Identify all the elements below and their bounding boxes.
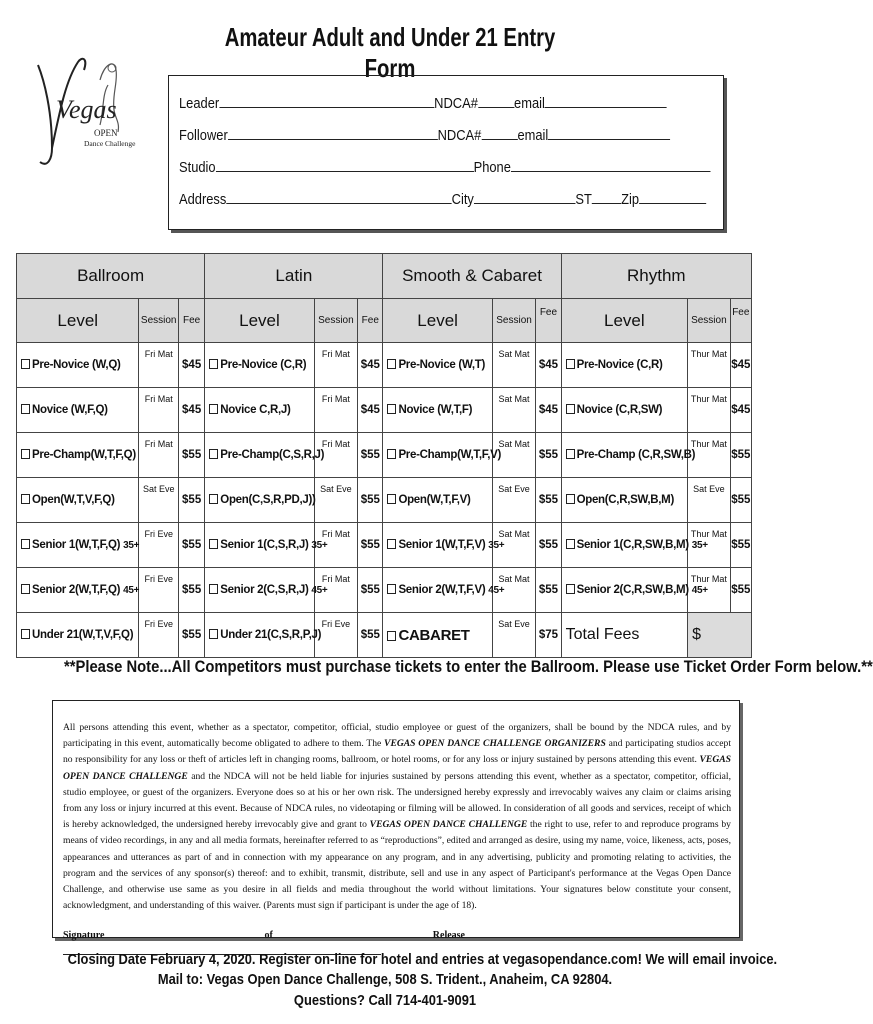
level-header-latin: Level: [205, 299, 314, 343]
level-label: Novice (W,F,Q): [32, 404, 108, 416]
level-option-latin-3: [205, 478, 314, 523]
fee-header-latin: Fee: [358, 299, 383, 343]
level-label: Senior 2(W,T,F,V): [398, 584, 486, 596]
release-waiver: [52, 700, 740, 942]
level-label: Under 21(C,S,R,P,J): [220, 629, 322, 641]
level-label: Senior 1(W,T,F,V): [398, 539, 486, 551]
category-latin: Latin: [205, 254, 383, 299]
level-label: Open(W,T,V,F,Q): [32, 494, 115, 506]
session-value: Fri Mat: [314, 523, 358, 568]
table-row: [17, 523, 752, 568]
age-suffix: 35+: [123, 540, 140, 551]
level-option-rhythm-2: [561, 433, 696, 478]
level-option-rhythm-4: [561, 523, 708, 568]
checkbox-rhythm-1[interactable]: [566, 404, 575, 414]
vegas-open-logo: [30, 40, 140, 190]
studio-row: [179, 158, 710, 176]
level-header-ballroom: Level: [17, 299, 139, 343]
leader-field[interactable]: [219, 94, 434, 108]
checkbox-smooth-3[interactable]: [387, 494, 396, 504]
follower-email-field[interactable]: [548, 126, 670, 140]
fee-value: $55: [358, 568, 383, 613]
svg-text:Vegas: Vegas: [56, 95, 117, 124]
level-label: Pre-Novice (C,R): [220, 359, 307, 371]
fee-value: $55: [358, 478, 383, 523]
level-option-latin-under21: [205, 613, 322, 658]
level-option-latin-5: [205, 568, 328, 613]
session-value: Thur Mat: [688, 433, 731, 478]
level-label: Pre-Champ(C,S,R,J): [220, 449, 325, 461]
table-row: [17, 613, 752, 658]
session-value: Sat Mat: [492, 343, 536, 388]
checkbox-smooth-5[interactable]: [387, 584, 396, 594]
level-label: Novice (C,R,SW): [576, 404, 663, 416]
level-option-rhythm-0: [561, 343, 688, 388]
session-value: Sat Eve: [688, 478, 731, 523]
checkbox-ballroom-4[interactable]: [21, 539, 30, 549]
fee-value: $45: [358, 388, 383, 433]
fee-value: $55: [178, 568, 204, 613]
level-option-smooth-1: [383, 388, 492, 433]
checkbox-smooth-0[interactable]: [387, 359, 396, 369]
level-option-ballroom-5: [17, 568, 139, 613]
level-label: Pre-Novice (W,Q): [32, 359, 121, 371]
checkbox-rhythm-3[interactable]: [566, 494, 575, 504]
signature-label: Signature of Release: [63, 930, 465, 942]
level-label: Pre-Novice (C,R): [576, 359, 663, 371]
follower-email-label: email: [517, 127, 549, 144]
fee-value: $55: [536, 433, 561, 478]
entrant-info-box: [168, 75, 724, 230]
table-row: [17, 343, 752, 388]
level-label: Open(C,S,R,PD,J)): [220, 494, 316, 506]
fee-value: $45: [536, 343, 561, 388]
fee-value: $55: [178, 433, 204, 478]
fee-value: $55: [536, 523, 561, 568]
phone-field[interactable]: [511, 158, 711, 172]
fee-value: $55: [730, 523, 751, 568]
age-suffix: 45+: [123, 585, 140, 596]
checkbox-latin-1[interactable]: [209, 404, 218, 414]
checkbox-ballroom-under21[interactable]: [21, 629, 30, 639]
level-option-ballroom-3: [17, 478, 139, 523]
fee-value: $45: [730, 388, 751, 433]
entry-table: [16, 253, 752, 658]
fee-value: $55: [536, 568, 561, 613]
checkbox-rhythm-0[interactable]: [566, 359, 575, 369]
checkbox-smooth-2[interactable]: [387, 449, 396, 459]
session-value: Thur Mat: [688, 523, 731, 568]
state-label: ST: [575, 191, 592, 208]
zip-label: Zip: [621, 191, 640, 208]
session-value: Sat Eve: [314, 478, 358, 523]
session-value: Sat Eve: [139, 478, 178, 523]
level-label: CABARET: [398, 626, 470, 644]
svg-text:OPEN: OPEN: [94, 128, 118, 138]
questions-phone-text: Questions? Call 714-401-9091: [293, 992, 477, 1009]
level-option-ballroom-1: [17, 388, 139, 433]
table-row: [17, 388, 752, 433]
level-label: Pre-Champ(W,T,F,Q): [32, 449, 136, 461]
session-value: Sat Mat: [492, 568, 536, 613]
level-option-smooth-5: [383, 568, 505, 613]
level-option-latin-2: [205, 433, 325, 478]
leader-row: [179, 94, 667, 112]
session-header-ballroom: Session: [139, 299, 178, 343]
category-rhythm: Rhythm: [561, 254, 751, 299]
checkbox-ballroom-0[interactable]: [21, 359, 30, 369]
session-value: Thur Mat: [688, 343, 731, 388]
fee-value: $45: [178, 388, 204, 433]
checkbox-latin-0[interactable]: [209, 359, 218, 369]
session-value: Fri Eve: [139, 568, 178, 613]
level-label: Novice C,R,J): [220, 404, 291, 416]
fee-value: $55: [358, 613, 383, 658]
ticket-note: **Please Note...All Competitors must purchase tickets to enter the Ballroom. Please use Ticket Order Form below.**: [63, 657, 873, 676]
table-row: [17, 433, 752, 478]
level-option-ballroom-0: [17, 343, 139, 388]
fee-value: $55: [358, 523, 383, 568]
fee-value: $75: [536, 613, 561, 658]
level-label: Senior 2(C,S,R,J): [220, 584, 309, 596]
fee-value: $55: [358, 433, 383, 478]
leader-email-label: email: [514, 95, 545, 112]
checkbox-rhythm-2[interactable]: [566, 449, 575, 459]
level-label: Senior 1(C,S,R,J): [220, 539, 309, 551]
fee-value: $55: [536, 478, 561, 523]
level-label: Senior 1(W,T,F,Q): [32, 539, 121, 551]
fee-value: $45: [358, 343, 383, 388]
level-label: Pre-Champ(W,T,F,V): [398, 449, 502, 461]
follower-field[interactable]: [228, 126, 438, 140]
fee-header-rhythm: Fee: [730, 299, 751, 343]
total-fees-label: Total Fees: [561, 613, 688, 658]
page-title: Amateur Adult and Under 21 Entry Form: [224, 22, 556, 83]
session-value: Fri Mat: [139, 433, 178, 478]
level-label: Novice (W,T,F): [398, 404, 473, 416]
state-field[interactable]: [592, 190, 621, 204]
studio-field[interactable]: [216, 158, 474, 172]
fee-header-ballroom: Fee: [178, 299, 204, 343]
table-row: [17, 568, 752, 613]
fee-value: $55: [730, 478, 751, 523]
checkbox-ballroom-1[interactable]: [21, 404, 30, 414]
fee-value: $55: [730, 433, 751, 478]
phone-label: Phone: [473, 159, 511, 176]
fee-value: $55: [178, 478, 204, 523]
session-value: Sat Mat: [492, 523, 536, 568]
session-header-smooth: Session: [492, 299, 536, 343]
session-value: Sat Mat: [492, 388, 536, 433]
session-value: Fri Mat: [314, 433, 358, 478]
checkbox-smooth-1[interactable]: [387, 404, 396, 414]
level-label: Pre-Champ (C,R,SW,B): [576, 449, 696, 461]
waiver-text: All persons attending this event, whether as a spectator, competitor, official, studio employee or guest of the organizers, shall be bound by the NDCA rules, and by participating in this event, automatically become obligated to adhere to them. The VEGAS OPEN DANCE CHALLENGE ORGANIZERS and participating studios accept no responsibility for any loss or theft of articles left in changing rooms, ballroom, or hotel rooms, or for any loss or injury sustained by persons attending this event. VEGAS OPEN DANCE CHALLENGE and the NDCA will not be held liable for injuries sustained by persons attending this event, whether as a spectator, competitor, official, studio employee, or guest of the organizers. Everyone does so at his or her own risk. The undersigned hereby expressly and irrevocably waives any claim or claims arising from any loss or injury incurred at this event. Because of NDCA rules, no videotaping or filming will be allowed. In consideration of all goods and services, receipt of which is hereby acknowledged, the undersigned hereby irrevocably give and grant to VEGAS OPEN DANCE CHALLENGE the right to use, refer to and reproduce programs by means of video recordings, in any and all media formats, hereinafter referred to as “reproductions”, edited and arranged as desire, using my name, voice, likeness, acts, poses, appearances and utterances as part of and in connection with my appearance on any program, and in any advertising, publicity and promoting relating to activities, the program and the services of any sponsor(s) thereof: and to exhibit, transmit, distribute, sell and use in any aspect of Participant's performance at the Vegas Open Dance Challenge, and otherwise use same as you desire in all fields and media throughout the world without limitations. Your signatures below constitute your consent, acknowledgment, and understanding of this waiver. (Parents must sign if participant is under the age of 18).: [63, 722, 731, 912]
age-suffix: 35+: [311, 540, 328, 551]
checkbox-ballroom-5[interactable]: [21, 584, 30, 594]
zip-field[interactable]: [639, 190, 706, 204]
level-label: Senior 2(C,R,SW,B,M): [576, 584, 689, 596]
fee-value: $55: [178, 613, 204, 658]
age-suffix: 45+: [488, 585, 505, 596]
level-option-cabaret: [383, 613, 492, 658]
level-label: Open(C,R,SW,B,M): [576, 494, 674, 506]
session-header-rhythm: Session: [688, 299, 731, 343]
follower-ndca-label: NDCA#: [437, 127, 482, 144]
age-suffix: 45+: [691, 585, 708, 596]
category-ballroom: Ballroom: [17, 254, 205, 299]
level-label: Under 21(W,T,V,F,Q): [32, 629, 134, 641]
checkbox-latin-4[interactable]: [209, 539, 218, 549]
level-option-rhythm-1: [561, 388, 688, 433]
level-label: Pre-Novice (W,T): [398, 359, 486, 371]
closing-date-text: Closing Date February 4, 2020. Register on-line for hotel and entries at vegasopendance.com! We will email invoice.: [67, 951, 778, 968]
follower-ndca-field[interactable]: [481, 126, 517, 140]
checkbox-smooth-4[interactable]: [387, 539, 396, 549]
level-option-smooth-0: [383, 343, 492, 388]
checkbox-rhythm-5[interactable]: [566, 584, 575, 594]
level-option-ballroom-4: [17, 523, 139, 568]
vegas-open-logo-icon: [30, 40, 140, 190]
level-option-latin-4: [205, 523, 328, 568]
leader-email-field[interactable]: [545, 94, 667, 108]
age-suffix: 35+: [691, 540, 708, 551]
fee-value: $55: [178, 523, 204, 568]
age-suffix: 35+: [488, 540, 505, 551]
level-label: Senior 1(C,R,SW,B,M): [576, 539, 689, 551]
address-label: Address: [179, 191, 227, 208]
session-value: Fri Eve: [139, 523, 178, 568]
table-row: [17, 478, 752, 523]
level-option-smooth-4: [383, 523, 505, 568]
session-value: Fri Eve: [314, 613, 358, 658]
session-value: Thur Mat: [688, 388, 731, 433]
checkbox-latin-5[interactable]: [209, 584, 218, 594]
follower-row: [179, 126, 670, 144]
fee-header-smooth: Fee: [536, 299, 561, 343]
session-value: Thur Mat: [688, 568, 731, 613]
signature-field-1[interactable]: [465, 928, 725, 938]
svg-text:Dance Challenge: Dance Challenge: [84, 139, 136, 148]
session-value: Fri Mat: [139, 388, 178, 433]
level-header-smooth: Level: [383, 299, 492, 343]
level-option-latin-0: [205, 343, 314, 388]
category-smooth-cabaret: Smooth & Cabaret: [383, 254, 561, 299]
city-label: City: [451, 191, 474, 208]
checkbox-latin-3[interactable]: [209, 494, 218, 504]
level-header-rhythm: Level: [561, 299, 688, 343]
checkbox-latin-under21[interactable]: [209, 629, 218, 639]
session-value: Sat Eve: [492, 613, 536, 658]
session-value: Sat Mat: [492, 433, 536, 478]
age-suffix: 45+: [311, 585, 328, 596]
level-option-ballroom-2: [17, 433, 139, 478]
checkbox-rhythm-4[interactable]: [566, 539, 575, 549]
fee-value: $45: [536, 388, 561, 433]
level-label: Senior 2(W,T,F,Q): [32, 584, 121, 596]
level-option-rhythm-3: [561, 478, 688, 523]
follower-label: Follower: [179, 127, 228, 144]
session-value: Fri Mat: [314, 388, 358, 433]
level-option-ballroom-under21: [17, 613, 139, 658]
session-value: Fri Mat: [314, 343, 358, 388]
leader-ndca-field[interactable]: [478, 94, 514, 108]
level-option-smooth-2: [383, 433, 502, 478]
city-field[interactable]: [474, 190, 575, 204]
level-label: Open(W,T,F,V): [398, 494, 471, 506]
checkbox-latin-2[interactable]: [209, 449, 218, 459]
checkbox-ballroom-2[interactable]: [21, 449, 30, 459]
session-value: Fri Mat: [314, 568, 358, 613]
fee-value: $45: [730, 343, 751, 388]
leader-ndca-label: NDCA#: [434, 95, 478, 112]
session-header-latin: Session: [314, 299, 358, 343]
session-value: Sat Eve: [492, 478, 536, 523]
level-option-rhythm-5: [561, 568, 708, 613]
level-option-latin-1: [205, 388, 314, 433]
fee-value: $45: [178, 343, 204, 388]
session-value: Fri Eve: [139, 613, 178, 658]
address-row: [179, 190, 706, 208]
checkbox-ballroom-3[interactable]: [21, 494, 30, 504]
checkbox-cabaret[interactable]: [387, 631, 396, 641]
session-value: Fri Mat: [139, 343, 178, 388]
fee-value: $55: [730, 568, 751, 613]
mail-address-text: Mail to: Vegas Open Dance Challenge, 508 S. Trident., Anaheim, CA 92804.: [157, 971, 613, 988]
total-fees-field[interactable]: $: [688, 613, 752, 658]
level-option-smooth-3: [383, 478, 492, 523]
address-field[interactable]: [226, 190, 451, 204]
studio-label: Studio: [179, 159, 216, 176]
leader-label: Leader: [179, 95, 220, 112]
